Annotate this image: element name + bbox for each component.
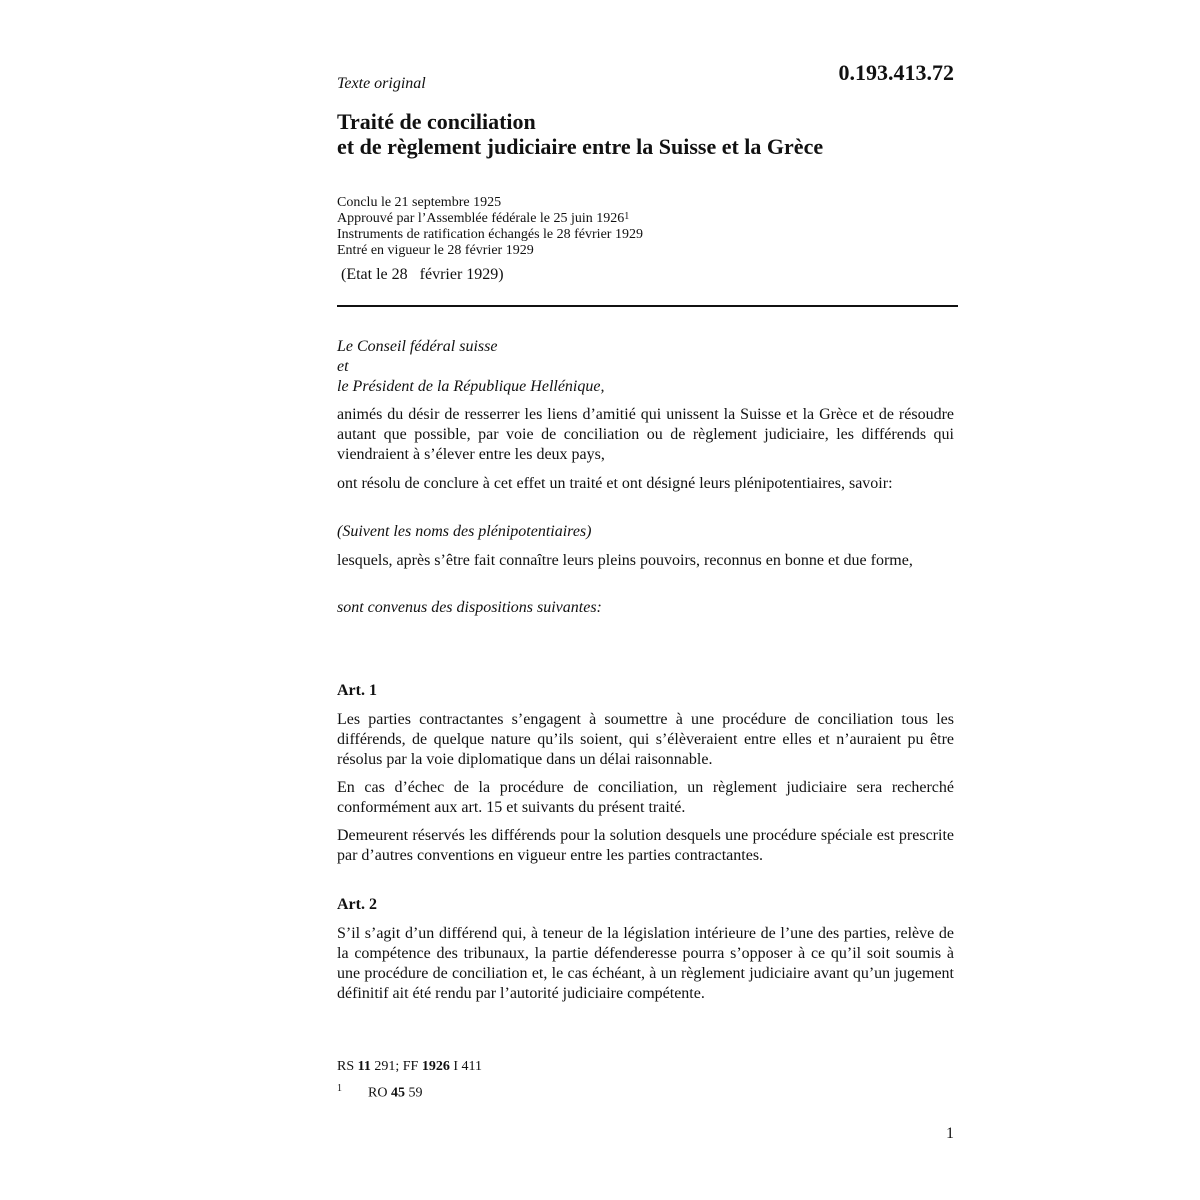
- meta-ratification: Instruments de ratification échangés le 28 février 1929: [337, 227, 643, 242]
- treaty-metadata: [337, 195, 957, 259]
- meta-vigueur: Entré en vigueur le 28 février 1929: [337, 243, 534, 258]
- fn-ff-page: I 411: [449, 1059, 482, 1074]
- fn-ro-page: 59: [404, 1085, 423, 1101]
- preamble-et: et: [337, 358, 349, 375]
- fn-ro-volume: 45: [390, 1085, 405, 1101]
- article-1-heading: Art. 1: [337, 682, 377, 699]
- article-1-paragraph-2: En cas d’échec de la procédure de conciliation, un règlement judiciaire sera recherché conformément aux art. 15 et suivants du présent traité.: [337, 779, 954, 816]
- article-1-paragraph-3: Demeurent réservés les différends pour la solution desquels une procédure spéciale est prescrite par d’autres conventions en vigueur entre les parties contractantes.: [337, 827, 954, 864]
- fn-ff-label: 291; FF: [370, 1059, 422, 1074]
- article-2-paragraph-1: S’il s’agit d’un différend qui, à teneur de la législation intérieure de l’une des parties, relève de la compétence des tribunaux, la partie défenderesse pourra s’opposer à ce qu’il soit soumis à une procédure de conciliation et, le cas échéant, à un règlement judiciaire avant qu’un jugement définitif ait été rendu par l’autorité judiciaire compétente.: [337, 925, 954, 1002]
- meta-approuve: [337, 211, 957, 227]
- title-line-2: et de règlement judiciaire entre la Suisse et la Grèce: [337, 134, 824, 159]
- preamble-party-1: Le Conseil fédéral suisse: [337, 338, 498, 355]
- meta-approuve-text: Approuvé par l’Assemblée fédérale le 25 juin 1926: [337, 211, 625, 226]
- preamble-party-2: le Président de la République Hellénique,: [337, 378, 605, 395]
- footnote-1: [337, 1081, 422, 1102]
- preamble-paragraph-2: ont résolu de conclure à cet effet un traité et ont désigné leurs plénipotentiaires, savoir:: [337, 475, 893, 492]
- document-title: [337, 109, 957, 159]
- article-2-heading: Art. 2: [337, 896, 377, 913]
- header-divider: [337, 305, 958, 307]
- title-line-1: Traité de conciliation: [337, 109, 536, 134]
- footnote-source: [337, 1059, 482, 1075]
- page-number: 1: [946, 1125, 954, 1142]
- fn-rs-label: RS: [337, 1059, 358, 1074]
- footnote-1-marker: 1: [337, 1083, 342, 1094]
- texte-original-label: Texte original: [337, 75, 426, 92]
- fn-rs-volume: 11: [357, 1059, 371, 1074]
- fn-ro-label: RO: [368, 1085, 391, 1101]
- fn-ff-year: 1926: [421, 1059, 450, 1074]
- footnote-ref-1[interactable]: 1: [624, 211, 630, 222]
- article-1-paragraph-1: Les parties contractantes s’engagent à soumettre à une procédure de conciliation tous les différends, de quelque nature qu’ils soient, qui s’élèveraient entre elles et n’auraient pu être résolus par la voie diplomatique dans un délai raisonnable.: [337, 711, 954, 768]
- sr-number: 0.193.413.72: [838, 60, 954, 85]
- meta-conclu: Conclu le 21 septembre 1925: [337, 195, 502, 210]
- preamble-paragraph-5: sont convenus des dispositions suivantes:: [337, 599, 602, 616]
- preamble-paragraph-4: lesquels, après s’être fait connaître leurs pleins pouvoirs, reconnus en bonne et due forme,: [337, 552, 913, 569]
- preamble-paragraph-1: animés du désir de resserrer les liens d’amitié qui unissent la Suisse et la Grèce et de résoudre autant que possible, par voie de conciliation ou de règlement judiciaire, les différends qui viendraient à s’élever entre les deux pays,: [337, 406, 954, 463]
- meta-etat: (Etat le 28 février 1929): [341, 266, 504, 283]
- preamble-paragraph-3: (Suivent les noms des plénipotentiaires): [337, 523, 592, 540]
